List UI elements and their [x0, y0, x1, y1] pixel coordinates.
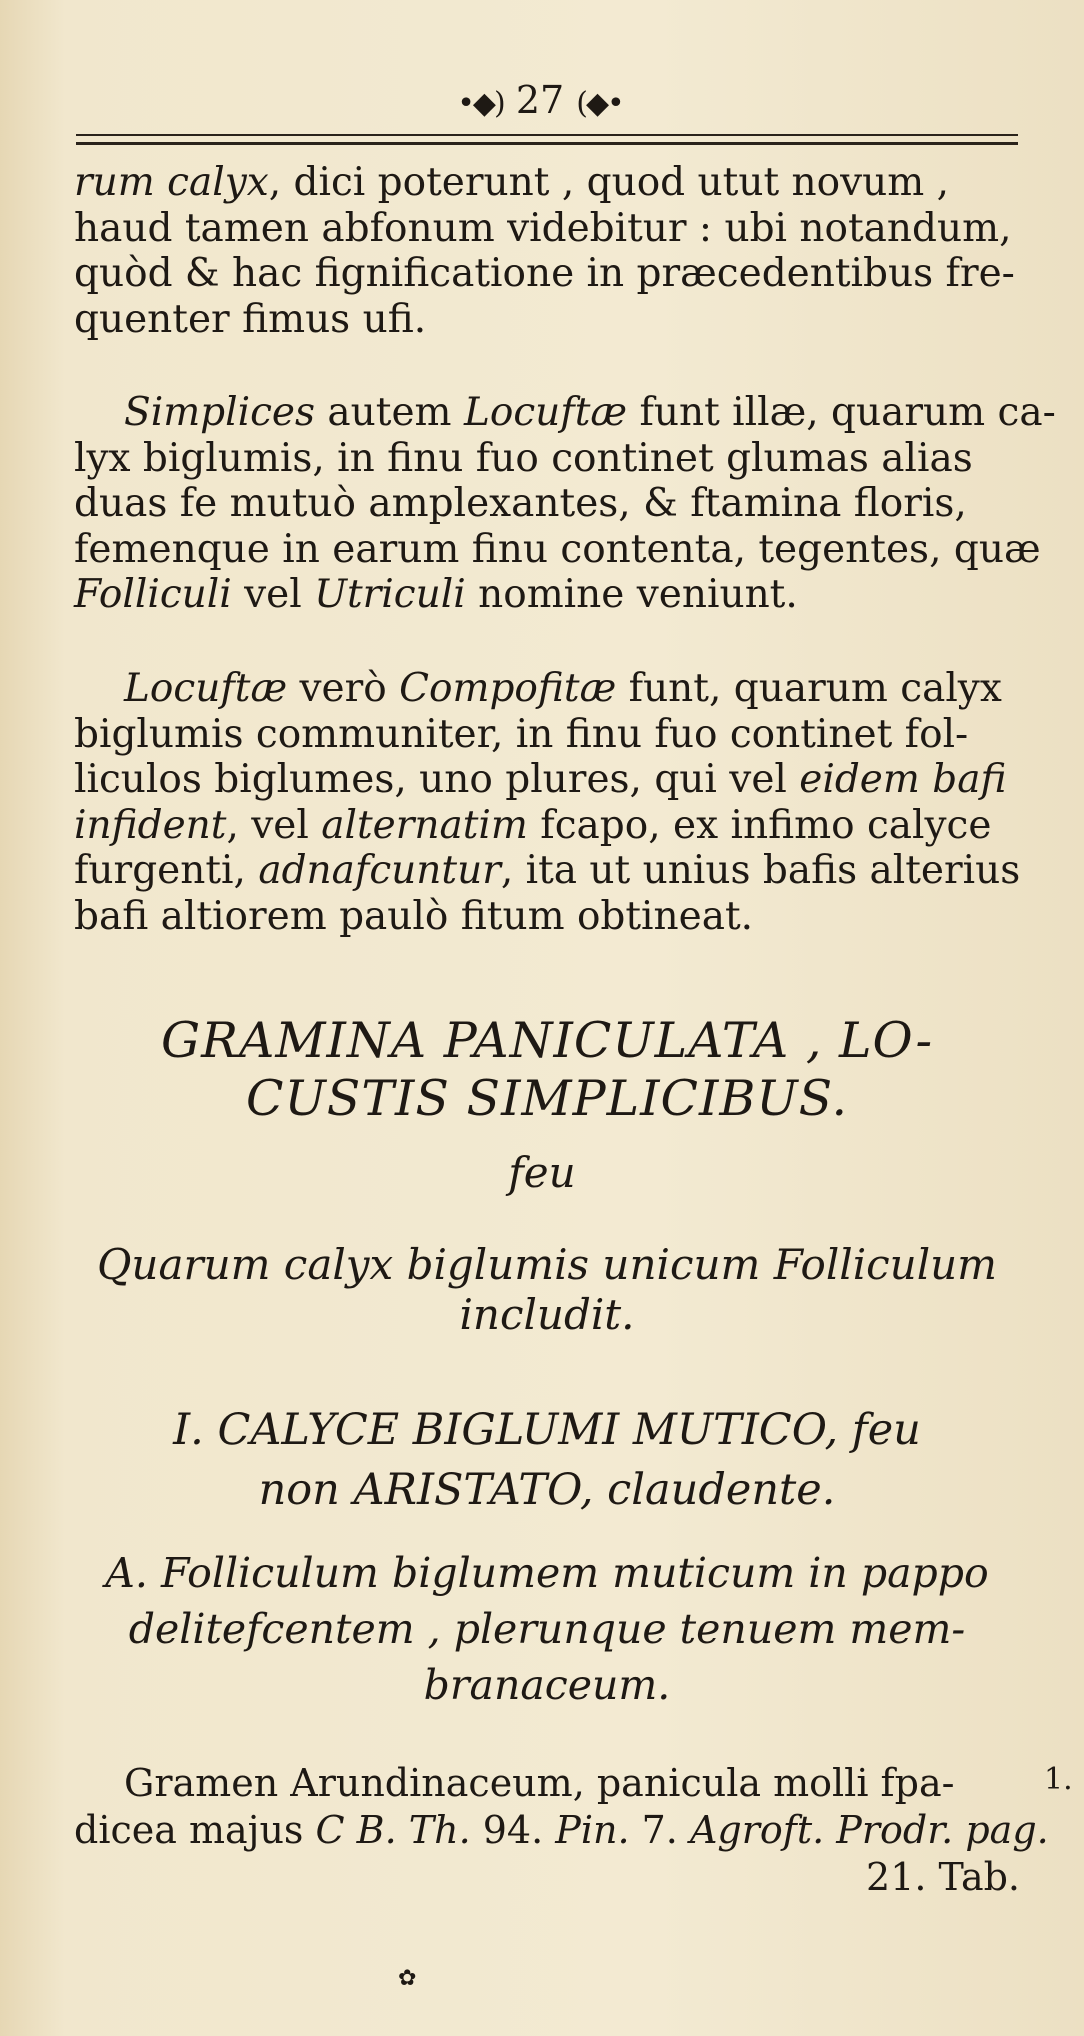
subheading-line: A. Folliculum biglumem muticum in pappo: [105, 1549, 989, 1597]
subheading-line: Quarum calyx biglumis unicum Folliculum: [96, 1240, 998, 1289]
subheading-line: I. CALYCE BIGLUMI MUTICO, feu: [173, 1405, 921, 1455]
subheading-line: branaceum.: [423, 1661, 671, 1709]
text-italic: adnafcuntur: [258, 848, 501, 893]
margin-number: 1.: [1044, 1762, 1073, 1797]
text-line: biglumis communiter, in finu fuo continet fol-: [74, 711, 969, 757]
left-ornament: •◆): [457, 86, 504, 121]
text: fcapo, ex infimo calyce: [527, 802, 992, 848]
text: , dici poterunt , quod utut novum ,: [268, 160, 950, 205]
text: funt, quarum calyx: [616, 666, 1002, 711]
text: liculos biglumes, uno plures, qui vel: [74, 757, 800, 802]
text-italic: C B. Th.: [315, 1808, 471, 1852]
section-heading: [74, 1012, 1020, 1128]
text-italic: Agroft. Prodr. pag.: [689, 1808, 1049, 1852]
text-italic: Compofitæ: [399, 666, 617, 711]
text-italic: rum calyx: [74, 160, 269, 205]
text-italic: Locuftæ: [124, 666, 288, 711]
text-line: 21. Tab.: [866, 1855, 1020, 1899]
text: furgenti,: [74, 848, 259, 893]
subheading-quarum: [74, 1240, 1020, 1340]
text-italic: Locuftæ: [463, 390, 628, 435]
paragraph-1: [74, 160, 1020, 342]
text-line: duas fe mutuò amplexantes, & ftamina floris,: [74, 481, 967, 526]
page-number: 27: [515, 78, 565, 122]
text: verò: [287, 666, 400, 711]
text-line: Gramen Arundinaceum, panicula molli fpa-: [124, 1761, 955, 1805]
right-ornament: (◆•: [576, 86, 623, 121]
species-entry: [74, 1760, 1049, 1901]
text: funt illæ, quarum ca-: [627, 390, 1056, 435]
text: dicea majus: [74, 1808, 316, 1852]
text-line: lyx biglumis, in finu fuo continet glumas alias: [74, 435, 973, 481]
text-line: quòd & hac fignificatione in præcedentibus fre-: [74, 251, 1015, 296]
text: 94.: [470, 1808, 556, 1852]
text: , ita ut unius bafis alterius: [500, 848, 1021, 893]
text: nomine veniunt.: [465, 572, 798, 617]
header-rule: [76, 134, 1018, 145]
subheading-line: includit.: [459, 1290, 635, 1339]
text: autem: [315, 390, 464, 435]
footer-ornament: ✿: [398, 1966, 417, 1991]
text-line: femenque in earum finu contenta, tegentes, quæ: [74, 526, 1041, 572]
text-italic: Utriculi: [314, 572, 466, 617]
text-italic: infident: [74, 802, 227, 848]
text-italic: alternatim: [321, 802, 528, 848]
paragraph-3: [74, 666, 1020, 939]
subheading-calyce: [74, 1400, 1020, 1520]
text-italic: Simplices: [124, 390, 316, 435]
heading-line: GRAMINA PANICULATA , LO-: [160, 1012, 934, 1069]
text: 7.: [629, 1808, 690, 1852]
page-header: [380, 78, 700, 128]
paragraph-2: [74, 390, 1056, 618]
text-line: haud tamen abfonum videbitur : ubi notandum,: [74, 205, 1012, 251]
heading-line: CUSTIS SIMPLICIBUS.: [245, 1070, 849, 1127]
text-line: bafi altiorem paulò fitum obtineat.: [74, 893, 754, 939]
subheading-line: non ARISTATO, claudente.: [258, 1465, 836, 1515]
seu-connector: feu: [508, 1148, 576, 1197]
subheading-line: delitefcentem , plerunque tenuem mem-: [128, 1605, 966, 1653]
subheading-folliculum: [74, 1545, 1020, 1713]
text-italic: eidem bafi: [799, 757, 1007, 802]
text: , vel: [226, 802, 322, 848]
text: vel: [231, 572, 315, 617]
text-italic: Folliculi: [74, 572, 232, 617]
text-italic: Pin.: [555, 1808, 630, 1852]
text-line: quenter fimus ufi.: [74, 296, 427, 342]
